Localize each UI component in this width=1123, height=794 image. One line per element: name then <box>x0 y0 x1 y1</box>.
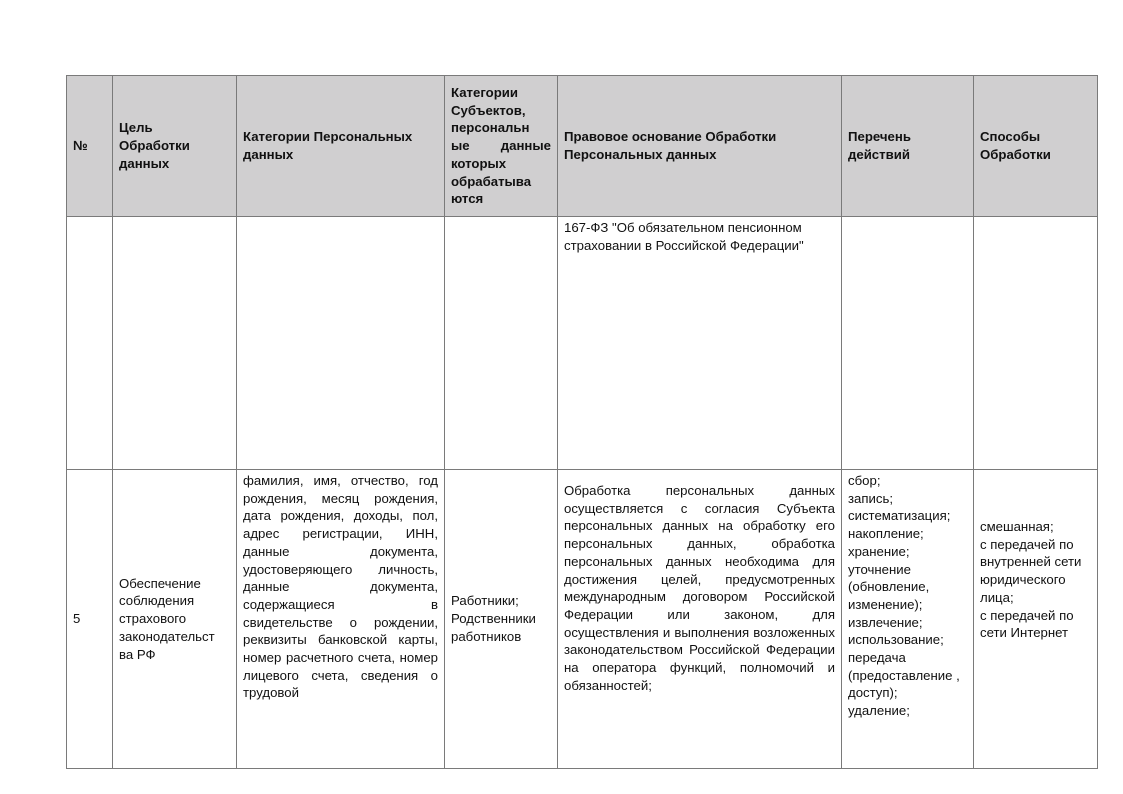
method-item: с передачей по сети Интернет <box>980 607 1074 641</box>
processing-table <box>66 75 1098 769</box>
header-subjects-line: персональн <box>451 120 530 136</box>
header-subjects <box>445 76 558 217</box>
cell-empty <box>113 217 237 470</box>
action-item: передача (предоставление , доступ); <box>848 650 960 701</box>
action-item: извлечение; <box>848 614 923 630</box>
header-legal-basis: Правовое основание Обработки Персональных данных <box>558 76 842 217</box>
cell-empty <box>67 217 113 470</box>
header-methods: Способы Обработки <box>974 76 1098 217</box>
cell-personal-data: фамилия, имя, отчество, год рождения, месяц рождения, дата рождения, доходы, пол, адрес регистрации, ИНН, данные документа, удостоверяющего личность, данные документа, содержащиеся в свидетельстве о рождении, реквизиты банковской карты, номер расчетного счета, номер лицевого счета, сведения о трудовой <box>237 470 445 769</box>
table-row <box>67 217 1098 470</box>
cell-legal-basis: Обработка персональных данных осуществляется с согласия Субъекта персональных данных на обработку его персональных данных, обработка персональных данных необходима для достижения целей, предусмотренных международным договором Российской Федерации или законом, для осуществления и выполнения возложенных законодательством Российской Федерации на оператора функций, полномочий и обязанностей; <box>558 470 842 769</box>
header-purpose <box>113 76 237 217</box>
action-item: систематизация; <box>848 508 951 524</box>
action-item: хранение; <box>848 543 910 559</box>
action-item: уточнение (обновление, изменение); <box>848 561 930 612</box>
cell-legal-basis: 167-ФЗ "Об обязательном пенсионном страховании в Российской Федерации" <box>558 217 842 470</box>
header-subjects-line: которых <box>451 155 507 171</box>
header-subjects-line: Категории <box>451 85 518 101</box>
action-item: использование; <box>848 632 944 648</box>
header-purpose-line: данных <box>119 155 170 171</box>
cell-subjects: Работники; Родственники работников <box>445 470 558 769</box>
header-number: № <box>67 76 113 217</box>
header-subjects-line: ые данные <box>451 138 551 154</box>
method-item: с передачей по внутренней сети юридического лица; <box>980 536 1082 605</box>
action-item: удаление; <box>848 703 910 719</box>
cell-methods <box>974 470 1098 769</box>
header-purpose-line: Обработки <box>119 138 190 154</box>
cell-actions <box>842 470 974 769</box>
header-actions: Перечень действий <box>842 76 974 217</box>
action-item: сбор; <box>848 473 881 488</box>
header-subjects-line: Субъектов, <box>451 102 526 118</box>
cell-empty <box>237 217 445 470</box>
cell-empty <box>974 217 1098 470</box>
action-item: накопление; <box>848 526 924 542</box>
table-row <box>67 470 1098 769</box>
cell-empty <box>445 217 558 470</box>
method-item: смешанная; <box>980 519 1054 534</box>
header-subjects-line: ются <box>451 191 484 207</box>
action-item: запись; <box>848 490 894 506</box>
cell-number: 5 <box>67 470 113 769</box>
header-purpose-line: Цель <box>119 120 153 136</box>
header-subjects-line: обрабатыва <box>451 173 532 189</box>
cell-purpose: Обеспечение соблюдения страхового законодательст ва РФ <box>113 470 237 769</box>
header-personal-data: Категории Персональных данных <box>237 76 445 217</box>
cell-empty <box>842 217 974 470</box>
header-row <box>67 76 1098 217</box>
